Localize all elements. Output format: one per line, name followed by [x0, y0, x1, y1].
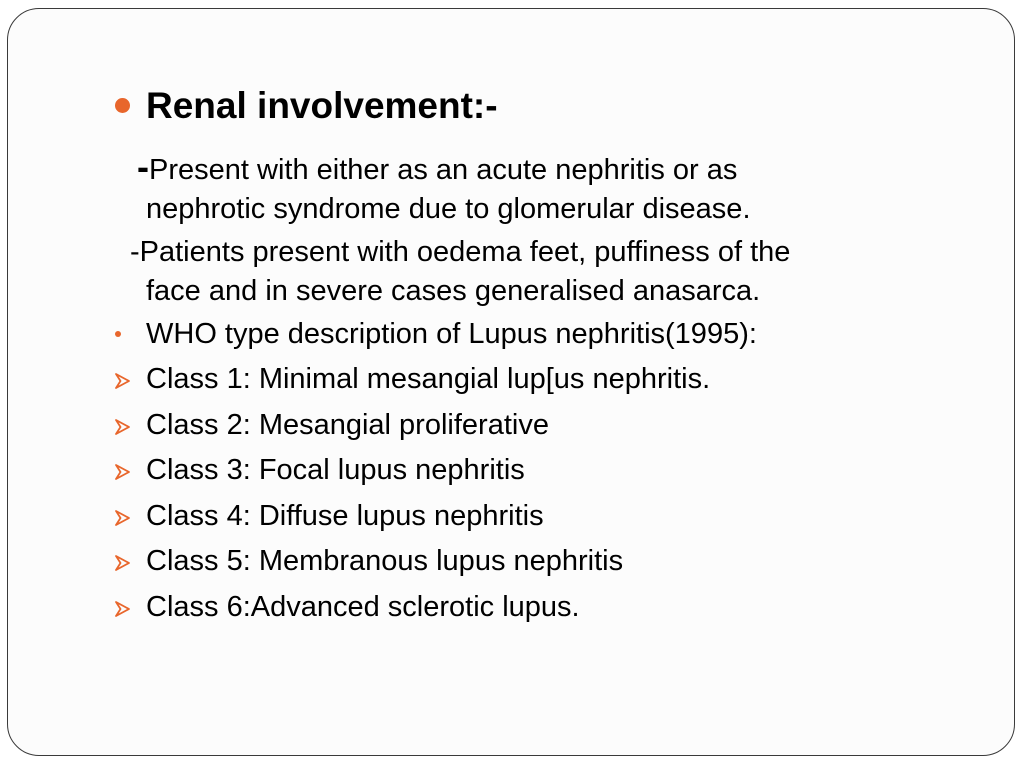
arrowhead-bullet-icon — [112, 507, 134, 529]
class-3-item: Class 3: Focal lupus nephritis — [146, 454, 525, 486]
class-4-item: Class 4: Diffuse lupus nephritis — [146, 500, 544, 532]
class-5-item: Class 5: Membranous lupus nephritis — [146, 545, 624, 577]
paragraph-1-line-2: nephrotic syndrome due to glomerular disease. — [146, 193, 751, 225]
paragraph-2-line-1: -Patients present with oedema feet, puffiness of the — [130, 236, 791, 268]
arrowhead-bullet-icon — [112, 552, 134, 574]
slide-heading: Renal involvement:- — [146, 85, 498, 126]
class-6-item: Class 6:Advanced sclerotic lupus. — [146, 591, 580, 623]
arrowhead-bullet-icon — [112, 370, 134, 392]
who-description-item: WHO type description of Lupus nephritis(1995): — [146, 318, 757, 350]
arrowhead-bullet-icon — [112, 598, 134, 620]
arrowhead-bullet-icon — [112, 461, 134, 483]
paragraph-1-dash: - — [137, 146, 149, 187]
paragraph-2-line-2: face and in severe cases generalised anasarca. — [146, 275, 761, 307]
paragraph-1-line-1 — [137, 146, 738, 187]
arrowhead-bullet-icon — [112, 416, 134, 438]
paragraph-1-text: Present with either as an acute nephritis or as — [149, 154, 738, 186]
filled-circle-bullet-icon — [115, 98, 130, 113]
class-1-item: Class 1: Minimal mesangial lup[us nephritis. — [146, 363, 711, 395]
class-2-item: Class 2: Mesangial proliferative — [146, 409, 549, 441]
small-circle-bullet-icon — [115, 331, 121, 337]
